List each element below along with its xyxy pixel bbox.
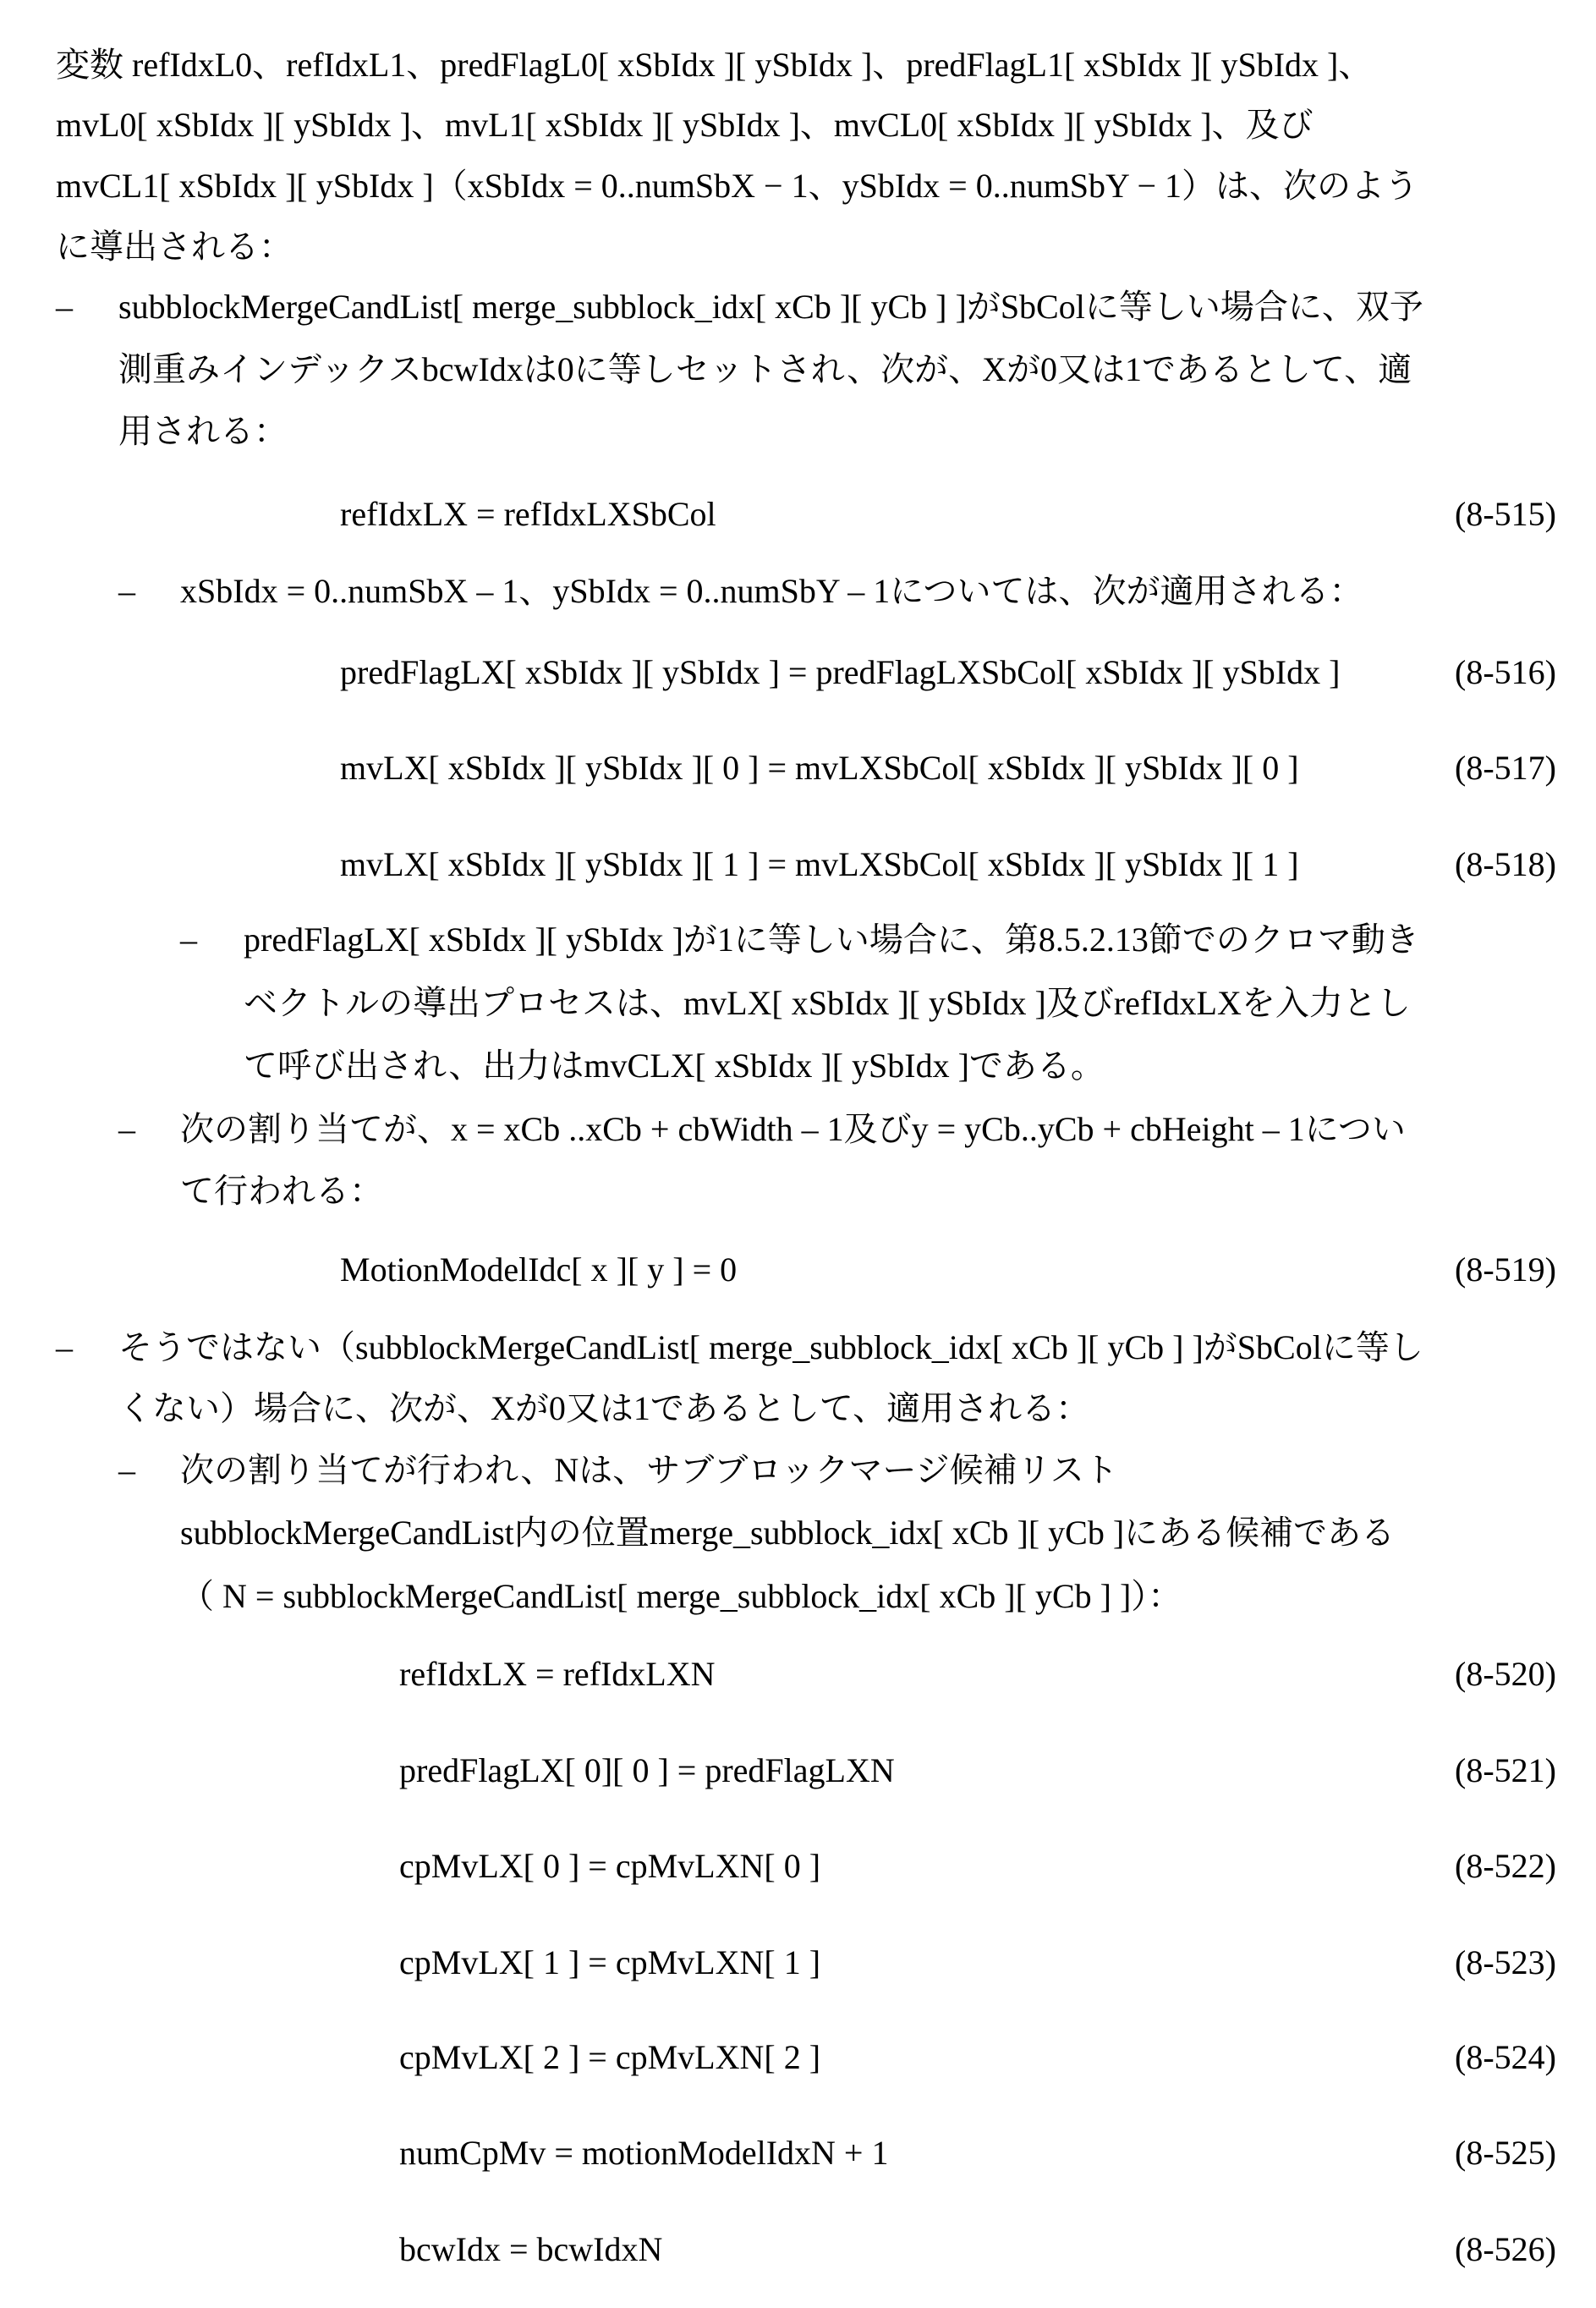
- case2-line: くない）場合に、次が、Xが0又は1であるとして、適用される：: [118, 1388, 1089, 1430]
- case2a-line: （ N = subblockMergeCandList[ merge_subblock_idx[ xCb ][ yCb ] ]）：: [180, 1575, 1182, 1618]
- equation-expr: cpMvLX[ 0 ] = cpMvLXN[ 0 ]: [399, 1845, 820, 1888]
- equation-expr: cpMvLX[ 1 ] = cpMvLXN[ 1 ]: [399, 1942, 820, 1984]
- equation-number: (8-516): [1455, 651, 1556, 694]
- equation-expr: bcwIdx = bcwIdxN: [399, 2228, 662, 2271]
- case2a-line: 次の割り当てが行われ、Nは、サブブロックマージ候補リスト: [180, 1449, 1118, 1492]
- equation-number: (8-525): [1455, 2132, 1556, 2174]
- case1a-i-line: ベクトルの導出プロセスは、mvLX[ xSbIdx ][ ySbIdx ]及びrefIdxLXを入力とし: [244, 982, 1411, 1025]
- equation-number: (8-515): [1455, 493, 1556, 536]
- bullet-dash: –: [118, 570, 135, 613]
- equation-expr: mvLX[ xSbIdx ][ ySbIdx ][ 1 ] = mvLXSbCol[ xSbIdx ][ ySbIdx ][ 1 ]: [340, 844, 1299, 886]
- intro-line: 変数 refIdxL0、refIdxL1、predFlagL0[ xSbIdx ][ ySbIdx ]、predFlagL1[ xSbIdx ][ ySbIdx ]、: [56, 44, 1372, 86]
- intro-line: mvCL1[ xSbIdx ][ ySbIdx ]（xSbIdx = 0..numSbX − 1、ySbIdx = 0..numSbY − 1）は、次のよう: [56, 165, 1418, 207]
- equation-expr: cpMvLX[ 2 ] = cpMvLXN[ 2 ]: [399, 2036, 820, 2079]
- equation-number: (8-518): [1455, 844, 1556, 886]
- equation-expr: predFlagLX[ 0][ 0 ] = predFlagLXN: [399, 1750, 895, 1792]
- case2a-line: subblockMergeCandList内の位置merge_subblock_idx[ xCb ][ yCb ]にある候補である: [180, 1512, 1395, 1554]
- bullet-dash: –: [180, 919, 197, 961]
- case2-line: そうではない（subblockMergeCandList[ merge_subblock_idx[ xCb ][ yCb ] ]がSbColに等し: [118, 1327, 1423, 1369]
- case1-line: 用される：: [118, 410, 288, 453]
- equation-number: (8-524): [1455, 2036, 1556, 2079]
- equation-number: (8-526): [1455, 2228, 1556, 2271]
- equation-expr: mvLX[ xSbIdx ][ ySbIdx ][ 0 ] = mvLXSbCol[ xSbIdx ][ ySbIdx ][ 0 ]: [340, 747, 1299, 789]
- equation-expr: numCpMv = motionModelIdxN + 1: [399, 2132, 888, 2174]
- intro-line: mvL0[ xSbIdx ][ ySbIdx ]、mvL1[ xSbIdx ][ ySbIdx ]、mvCL0[ xSbIdx ][ ySbIdx ]、及び: [56, 104, 1314, 146]
- intro-line: に導出される：: [56, 226, 293, 268]
- case1a-line: xSbIdx = 0..numSbX – 1、ySbIdx = 0..numSbY – 1については、次が適用される：: [180, 570, 1363, 613]
- bullet-dash: –: [56, 1327, 73, 1369]
- equation-expr: refIdxLX = refIdxLXN: [399, 1653, 716, 1695]
- equation-number: (8-517): [1455, 747, 1556, 789]
- equation-number: (8-522): [1455, 1845, 1556, 1888]
- equation-number: (8-520): [1455, 1653, 1556, 1695]
- case1a-i-line: predFlagLX[ xSbIdx ][ ySbIdx ]が1に等しい場合に、第8.5.2.13節でのクロマ動き: [244, 919, 1419, 961]
- case1b-line: 次の割り当てが、x = xCb ..xCb + cbWidth – 1及びy = yCb..yCb + cbHeight – 1につい: [180, 1108, 1406, 1151]
- equation-number: (8-519): [1455, 1249, 1556, 1291]
- equation-number: (8-523): [1455, 1942, 1556, 1984]
- equation-number: (8-521): [1455, 1750, 1556, 1792]
- equation-expr: refIdxLX = refIdxLXSbCol: [340, 493, 716, 536]
- equation-expr: MotionModelIdc[ x ][ y ] = 0: [340, 1249, 737, 1291]
- case1-line: subblockMergeCandList[ merge_subblock_idx[ xCb ][ yCb ] ]がSbColに等しい場合に、双予: [118, 286, 1423, 328]
- case1a-i-line: て呼び出され、出力はmvCLX[ xSbIdx ][ ySbIdx ]である。: [244, 1045, 1105, 1087]
- bullet-dash: –: [56, 286, 73, 328]
- case1-line: 測重みインデックスbcwIdxは0に等しセットされ、次が、Xが0又は1であるとして、適: [118, 349, 1412, 391]
- bullet-dash: –: [118, 1449, 135, 1492]
- equation-expr: predFlagLX[ xSbIdx ][ ySbIdx ] = predFlagLXSbCol[ xSbIdx ][ ySbIdx ]: [340, 651, 1340, 694]
- bullet-dash: –: [118, 1108, 135, 1151]
- case1b-line: て行われる：: [180, 1170, 383, 1212]
